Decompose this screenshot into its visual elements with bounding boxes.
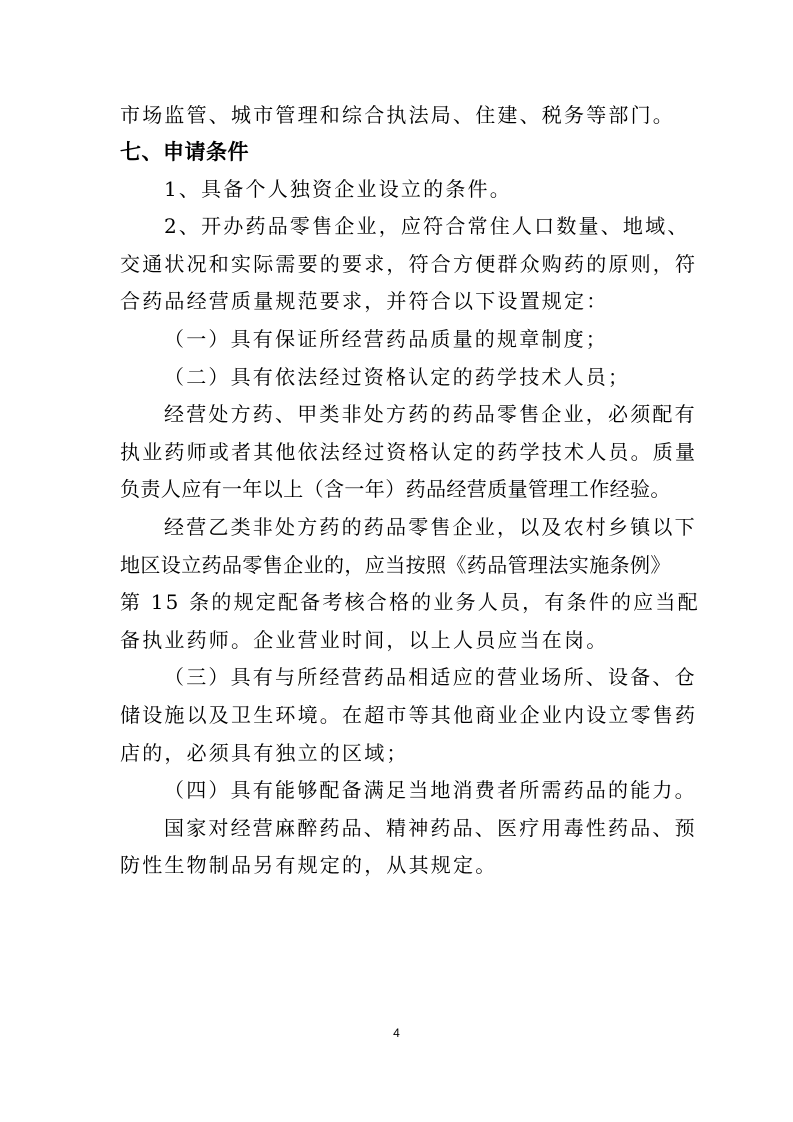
body-line: 经营处方药、甲类非处方药的药品零售企业，必须配有 [164,402,697,427]
body-line: 国家对经营麻醉药品、精神药品、医疗用毒性药品、预 [164,815,697,840]
body-line: 经营乙类非处方药的药品零售企业，以及农村乡镇以下 [164,514,697,539]
body-line: 市场监管、城市管理和综合执法局、住建、税务等部门。 [120,103,675,127]
document-body [120,97,700,885]
body-line: （四）具有能够配备满足当地消费者所需药品的能力。 [164,778,697,803]
body-line: 第 15 条的规定配备考核合格的业务人员，有条件的应当配 [120,590,700,615]
body-line: （一）具有保证所经营药品质量的规章制度； [164,326,608,351]
body-line: 交通状况和实际需要的要求，符合方便群众购药的原则，符 [120,251,698,276]
body-line: （三）具有与所经营药品相适应的营业场所、设备、仓 [164,665,697,690]
body-line: （二）具有依法经过资格认定的药学技术人员； [164,364,631,389]
section-heading: 七、申请条件 [120,139,249,164]
section-body [120,171,700,885]
body-line: 负责人应有一年以上（含一年）药品经营质量管理工作经验。 [120,477,671,502]
body-line: 执业药师或者其他依法经过资格认定的药学技术人员。质量 [120,439,698,464]
body-line: 地区设立药品零售企业的，应当按照《药品管理法实施条例》 [120,552,671,577]
body-line: 防性生物制品另有规定的，从其规定。 [120,853,498,878]
body-line: 店的，必须具有独立的区域； [120,740,409,765]
page-number: 4 [393,1026,400,1040]
body-line: 储设施以及卫生环境。在超市等其他商业企业内设立零售药 [120,702,698,727]
body-line: 1、具备个人独资企业设立的条件。 [164,176,512,201]
body-line: 2、开办药品零售企业，应符合常住人口数量、地域、 [164,214,690,239]
body-line: 合药品经营质量规范要求，并符合以下设置规定： [120,289,609,314]
body-line: 备执业药师。企业营业时间，以上人员应当在岗。 [120,627,609,652]
